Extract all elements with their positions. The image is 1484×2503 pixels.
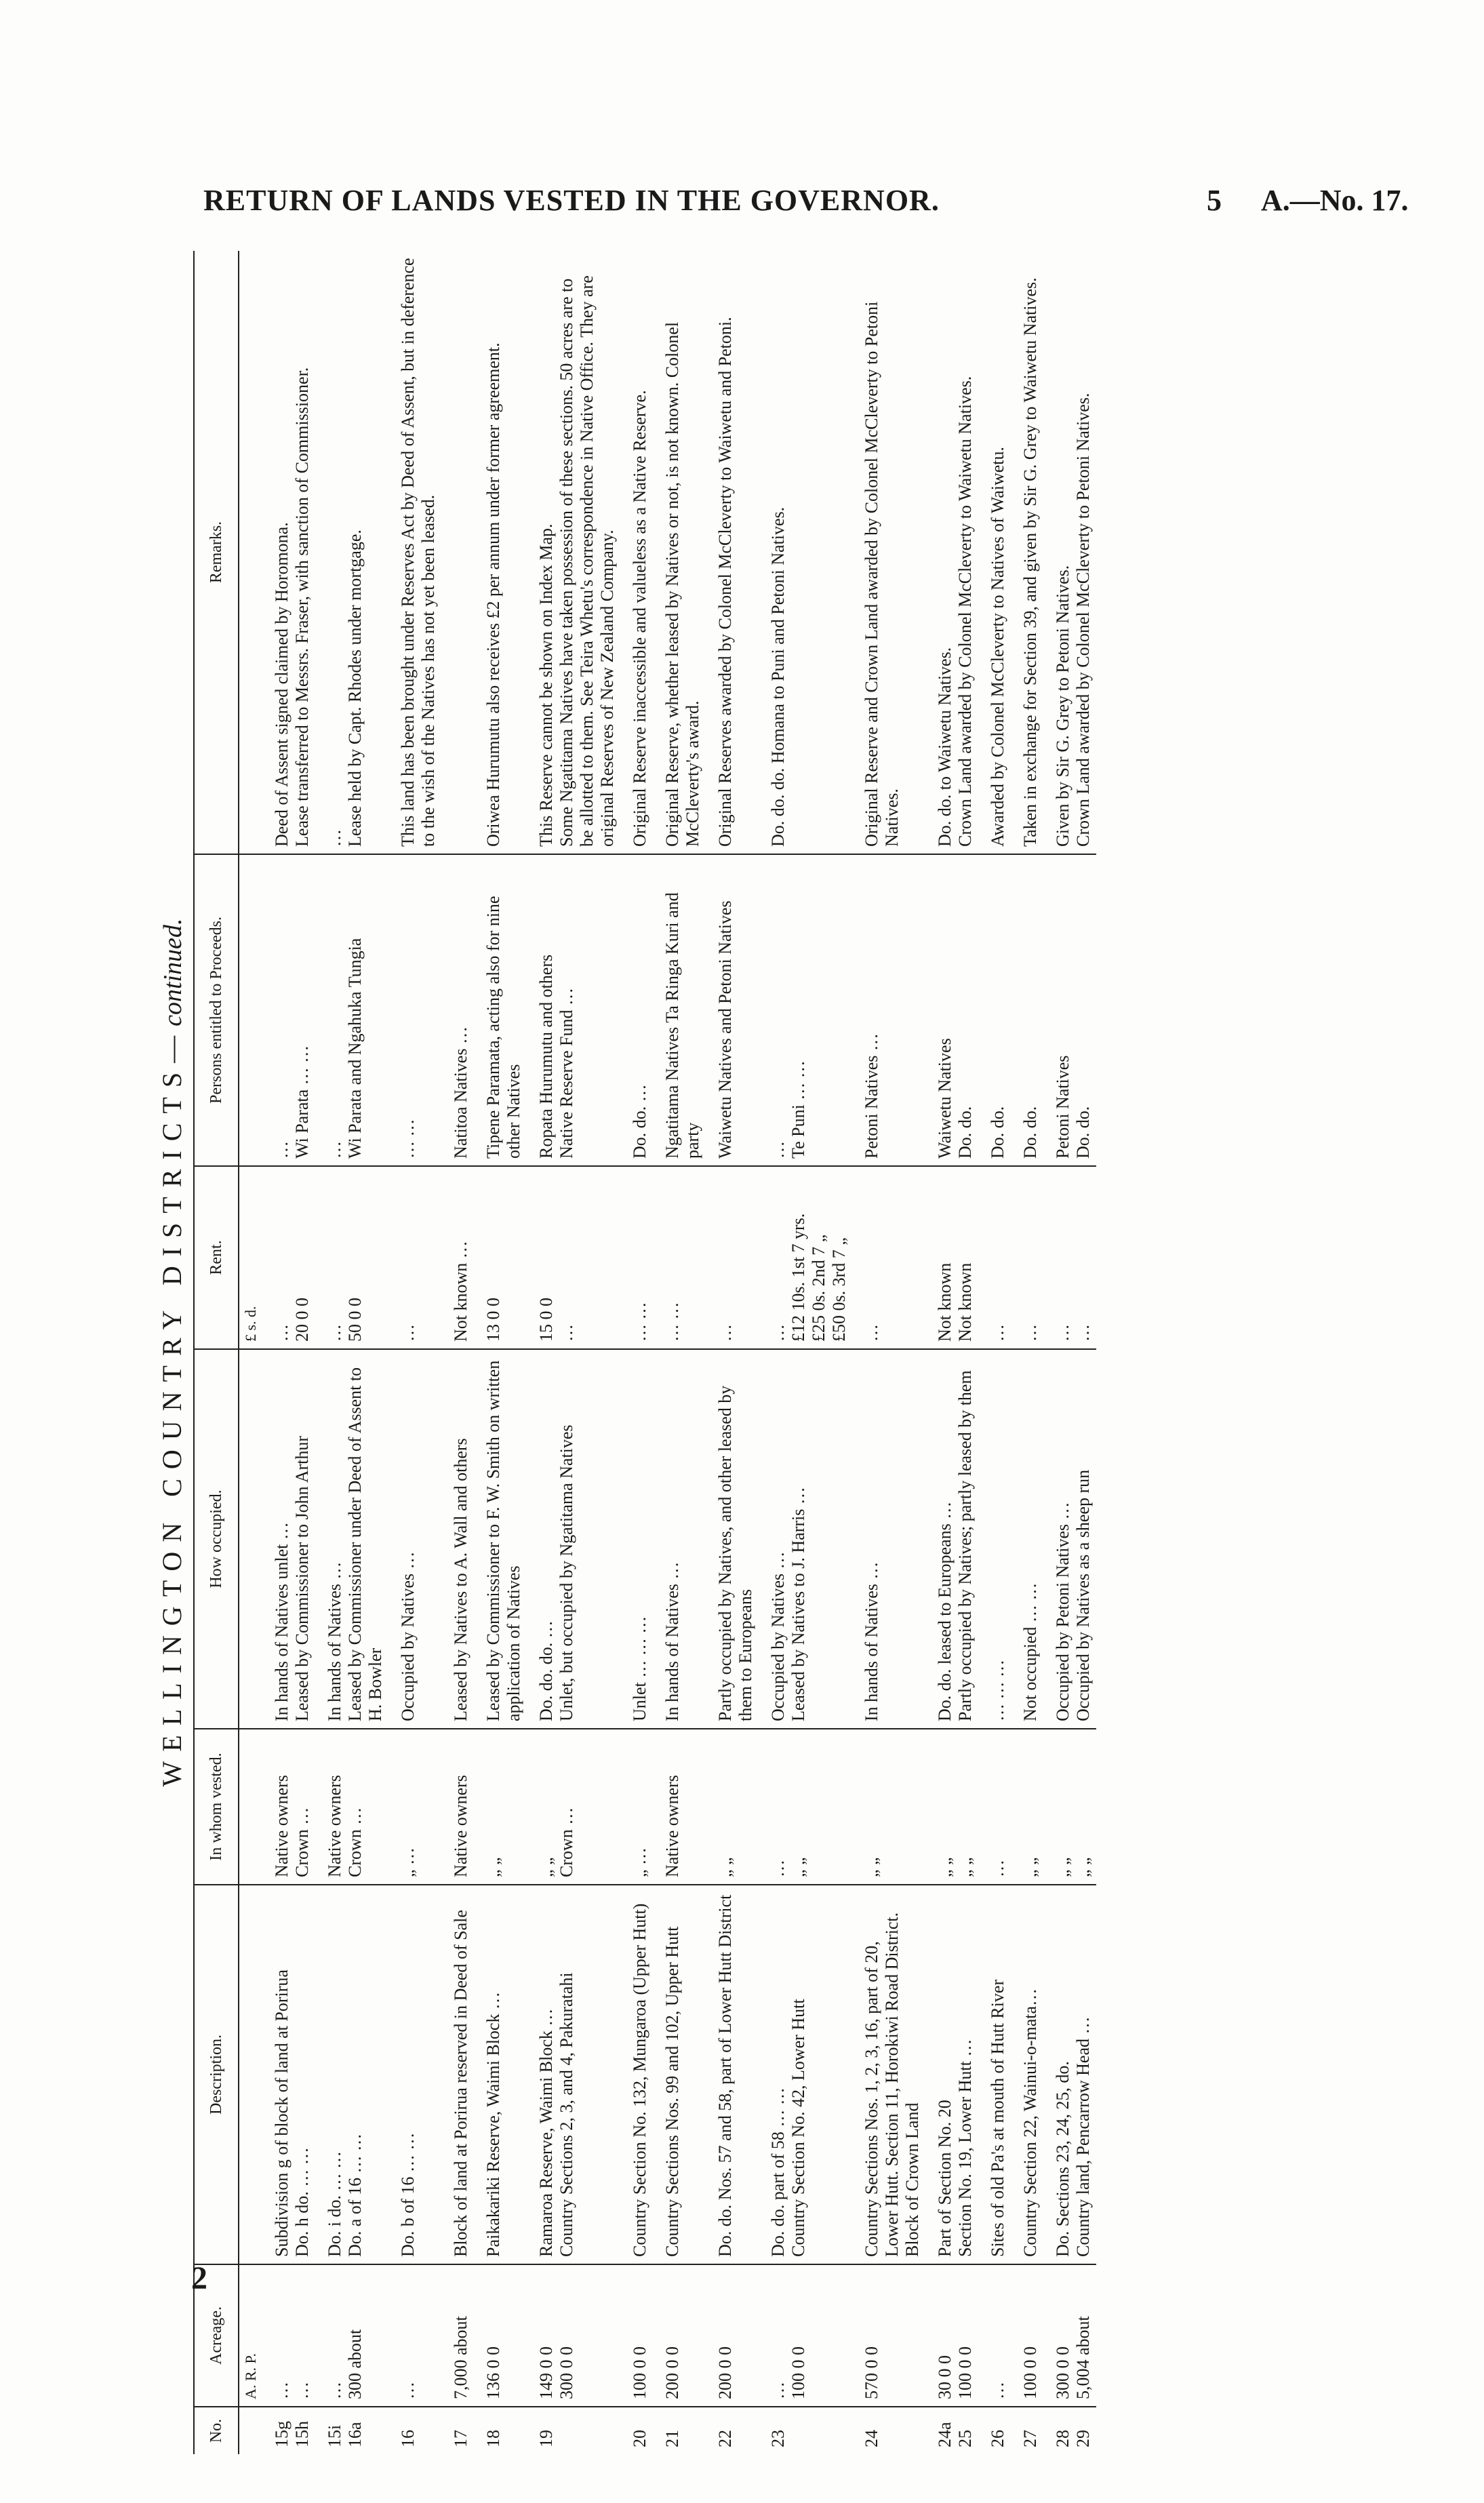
cell-remarks: This Reserve cannot be shown on Index Map. Some Ngatitama Natives have taken possession of these sections. 50 acres are to be allotted to them. See Teira Whetu's correspondence in Native Office. They are original Reserves of New Zealand Company.	[536, 275, 617, 847]
rent-units: £ s. d.	[239, 1166, 262, 1349]
cell-rent: …	[388, 1166, 441, 1349]
cell-persons: … …	[388, 854, 441, 1166]
col-header-persons: Persons entitled to Proceeds.	[194, 854, 239, 1166]
cell-no: 17	[441, 2407, 474, 2454]
cell-vested: „ „ Crown …	[527, 1729, 620, 1885]
cell-persons: Waiwetu Natives and Petoni Natives	[706, 854, 759, 1166]
cell-description: Do. Sections 23, 24, 25, do. Country land, Pencarrow Head …	[1043, 1885, 1096, 2264]
cell-persons: Do. do. …	[620, 854, 653, 1166]
cell-occupied: Partly occupied by Natives, and other leased by them to Europeans	[706, 1349, 759, 1729]
table-row	[441, 251, 474, 2454]
table-row	[653, 251, 706, 2454]
cell-rent: …	[852, 1166, 925, 1349]
cell-rent: … £12 10s. 1st 7 yrs. £25 0s. 2nd 7 „ £50 0s. 3rd 7 „	[759, 1166, 852, 1349]
cell-persons: … Wi Parata … …	[262, 854, 315, 1166]
cell-description: Country Section 22, Wainui-o-mata…	[1011, 1885, 1043, 2264]
cell-remarks: Awarded by Colonel McCleverty to Natives of Waiwetu.	[988, 446, 1007, 847]
cell-occupied: Occupied by Natives … Leased by Natives to J. Harris …	[759, 1349, 852, 1729]
cell-rent: … …	[1043, 1166, 1096, 1349]
cell-rent: … …	[653, 1166, 706, 1349]
cell-acreage: … …	[262, 2264, 315, 2407]
cell-vested: „ „	[852, 1729, 925, 1885]
table-row	[262, 251, 315, 2454]
cell-occupied: Unlet … … …	[620, 1349, 653, 1729]
cell-description: Do. do. part of 58 … … Country Section No. 42, Lower Hutt	[759, 1885, 852, 2264]
cell-acreage: … 300 about	[315, 2264, 388, 2407]
cell-description: Do. b of 16 … …	[388, 1885, 441, 2264]
table-row	[315, 251, 388, 2454]
cell-rent: … 20 0 0	[262, 1166, 315, 1349]
table-row	[1011, 251, 1043, 2454]
cell-occupied: Leased by Commissioner to F. W. Smith on written application of Natives	[474, 1349, 527, 1729]
cell-no: 28 29	[1043, 2407, 1096, 2454]
cell-vested: Native owners	[441, 1729, 474, 1885]
cell-acreage: 30 0 0 100 0 0	[925, 2264, 978, 2407]
table-row	[620, 251, 653, 2454]
cell-rent: 13 0 0	[474, 1166, 527, 1349]
cell-description: Country Sections Nos. 1, 2, 3, 16, part of 20, Lower Hutt. Section 11, Horokiwi Road District. Block of Crown Land	[852, 1885, 925, 2264]
acreage-units: A. R. P.	[239, 2264, 262, 2407]
table-row	[978, 251, 1011, 2454]
cell-occupied: Do. do. do. … Unlet, but occupied by Ngatitama Natives	[527, 1349, 620, 1729]
cell-occupied: Leased by Natives to A. Wall and others	[441, 1349, 474, 1729]
table-row	[706, 251, 759, 2454]
cell-acreage: 100 0 0	[620, 2264, 653, 2407]
cell-persons: Petoni Natives …	[852, 854, 925, 1166]
cell-acreage: …	[388, 2264, 441, 2407]
cell-remarks: Original Reserve and Crown Land awarded by Colonel McCleverty to Petoni Natives.	[862, 301, 902, 847]
cell-rent: …	[1011, 1166, 1043, 1349]
cell-description: Country Sections Nos. 99 and 102, Upper Hutt	[653, 1885, 706, 2264]
cell-acreage: 100 0 0	[1011, 2264, 1043, 2407]
cell-vested: „ „	[1011, 1729, 1043, 1885]
cell-remarks: Taken in exchange for Section 39, and given by Sir G. Grey to Waiwetu Natives.	[1020, 277, 1040, 847]
cell-vested: „ …	[620, 1729, 653, 1885]
cell-no: 20	[620, 2407, 653, 2454]
col-header-remarks: Remarks.	[194, 251, 239, 854]
cell-vested: „ „	[474, 1729, 527, 1885]
cell-no: 15i 16a	[315, 2407, 388, 2454]
cell-description: Paikakariki Reserve, Waimi Block …	[474, 1885, 527, 2264]
cell-description: Country Section No. 132, Mungaroa (Upper Hutt)	[620, 1885, 653, 2264]
cell-occupied: In hands of Natives … Leased by Commissioner under Deed of Assent to H. Bowler	[315, 1349, 388, 1729]
cell-rent: … …	[620, 1166, 653, 1349]
cell-rent: Not known Not known	[925, 1166, 978, 1349]
sheet-title-main: WELLINGTON COUNTRY DISTRICTS—	[157, 1026, 187, 1787]
cell-description: Ramaroa Reserve, Waimi Block … Country Sections 2, 3, and 4, Pakuratahi	[527, 1885, 620, 2264]
cell-remarks: Do. do. do. Homana to Puni and Petoni Natives.	[768, 506, 788, 847]
cell-remarks: … Lease held by Capt. Rhodes under mortgage.	[325, 529, 365, 847]
col-header-vested: In whom vested.	[194, 1729, 239, 1885]
cell-description: Part of Section No. 20 Section No. 19, Lower Hutt …	[925, 1885, 978, 2264]
col-header-description: Description.	[194, 1885, 239, 2264]
cell-remarks	[441, 251, 474, 854]
cell-rent: … 50 0 0	[315, 1166, 388, 1349]
cell-no: 22	[706, 2407, 759, 2454]
cell-remarks: Given by Sir G. Grey to Petoni Natives. Crown Land awarded by Colonel McCleverty to Petoni Natives.	[1053, 393, 1093, 847]
table-row	[527, 251, 620, 2454]
cell-acreage: …	[978, 2264, 1011, 2407]
cell-no: 18	[474, 2407, 527, 2454]
cell-acreage: 200 0 0	[706, 2264, 759, 2407]
sheet-title-suffix: continued.	[159, 918, 187, 1026]
page-mark: 2	[191, 2260, 207, 2296]
cell-acreage: 136 0 0	[474, 2264, 527, 2407]
lands-return-table	[193, 251, 1096, 2454]
rotated-table-block	[156, 251, 1254, 2454]
units-row	[239, 251, 262, 2454]
col-header-occupied: How occupied.	[194, 1349, 239, 1729]
cell-vested: … „ „	[759, 1729, 852, 1885]
cell-persons: Tipene Paramata, acting also for nine other Natives	[474, 854, 527, 1166]
cell-no: 26	[978, 2407, 1011, 2454]
cell-no: 24	[852, 2407, 925, 2454]
cell-remarks: Original Reserve inaccessible and valueless as a Native Reserve.	[630, 390, 649, 847]
cell-no: 23	[759, 2407, 852, 2454]
cell-persons: … Wi Parata and Ngahuka Tungia	[315, 854, 388, 1166]
cell-persons: Do. do.	[978, 854, 1011, 1166]
cell-acreage: 200 0 0	[653, 2264, 706, 2407]
cell-vested: „ …	[388, 1729, 441, 1885]
table-row	[852, 251, 925, 2454]
col-header-acreage: Acreage.	[194, 2264, 239, 2407]
cell-rent: 15 0 0 …	[527, 1166, 620, 1349]
cell-acreage: 7,000 about	[441, 2264, 474, 2407]
cell-description: Subdivision g of block of land at Porirua Do. h do. … …	[262, 1885, 315, 2264]
cell-persons: … Te Puni … …	[759, 854, 852, 1166]
cell-rent: Not known …	[441, 1166, 474, 1349]
cell-description: Do. do. Nos. 57 and 58, part of Lower Hutt District	[706, 1885, 759, 2264]
cell-persons: Natitoa Natives …	[441, 854, 474, 1166]
table-row	[1043, 251, 1096, 2454]
cell-acreage: 149 0 0 300 0 0	[527, 2264, 620, 2407]
page-title: RETURN OF LANDS VESTED IN THE GOVERNOR.	[203, 184, 940, 217]
cell-persons: Ropata Hurumutu and others Native Reserve Fund …	[527, 854, 620, 1166]
page-number: 5	[1207, 184, 1222, 217]
cell-persons: Ngatitama Natives Ta Ringa Kuri and party	[653, 854, 706, 1166]
cell-occupied: In hands of Natives …	[653, 1349, 706, 1729]
cell-acreage: … 100 0 0	[759, 2264, 852, 2407]
cell-description: Do. i do. … … Do. a of 16 … …	[315, 1885, 388, 2264]
cell-no: 19	[527, 2407, 620, 2454]
cell-no: 21	[653, 2407, 706, 2454]
cell-no: 15g 15h	[262, 2407, 315, 2454]
cell-vested: Native owners Crown …	[262, 1729, 315, 1885]
cell-vested: Native owners Crown …	[315, 1729, 388, 1885]
col-header-no: No.	[194, 2407, 239, 2454]
cell-remarks: This land has been brought under Reserves Act by Deed of Assent, but in deference to the wish of the Natives has not yet been leased.	[398, 258, 438, 847]
sheet-title	[156, 251, 190, 2454]
cell-remarks: Oriwea Hurumutu also receives £2 per annum under former agreement.	[483, 342, 503, 847]
cell-occupied: Occupied by Petoni Natives … Occupied by Natives as a sheep run	[1043, 1349, 1096, 1729]
cell-persons: Petoni Natives Do. do.	[1043, 854, 1096, 1166]
cell-remarks: Original Reserve, whether leased by Natives or not, is not known. Colonel McCleverty's award.	[662, 321, 702, 847]
cell-description: Sites of old Pa's at mouth of Hutt River	[978, 1885, 1011, 2264]
cell-occupied: Do. do. leased to Europeans … Partly occupied by Natives; partly leased by them	[925, 1349, 978, 1729]
cell-occupied: In hands of Natives unlet … Leased by Commissioner to John Arthur	[262, 1349, 315, 1729]
cell-vested: „ „ „ „	[925, 1729, 978, 1885]
cell-vested: „ „ „ „	[1043, 1729, 1096, 1885]
cell-vested: …	[978, 1729, 1011, 1885]
cell-no: 27	[1011, 2407, 1043, 2454]
cell-remarks: Deed of Assent signed claimed by Horomona. Lease transferred to Messrs. Fraser, with sanction of Commissioner.	[272, 367, 312, 847]
cell-no: 24a 25	[925, 2407, 978, 2454]
table-row	[388, 251, 441, 2454]
cell-description: Block of land at Porirua reserved in Deed of Sale	[441, 1885, 474, 2264]
col-header-rent: Rent.	[194, 1166, 239, 1349]
table-row	[925, 251, 978, 2454]
cell-no: 16	[388, 2407, 441, 2454]
cell-vested: Native owners	[653, 1729, 706, 1885]
cell-rent: …	[706, 1166, 759, 1349]
cell-occupied: Occupied by Natives …	[388, 1349, 441, 1729]
cell-persons: Do. do.	[1011, 854, 1043, 1166]
table-row	[474, 251, 527, 2454]
cell-acreage: 570 0 0	[852, 2264, 925, 2407]
cell-remarks: Original Reserves awarded by Colonel McCleverty to Waiwetu and Petoni.	[715, 317, 735, 847]
document-reference: A.—No. 17.	[1261, 184, 1409, 217]
cell-rent: …	[978, 1166, 1011, 1349]
cell-vested: „ „	[706, 1729, 759, 1885]
page-header	[203, 183, 1451, 224]
table-header-row	[194, 251, 239, 2454]
cell-persons: Waiwetu Natives Do. do.	[925, 854, 978, 1166]
cell-remarks: Do. do. to Waiwetu Natives. Crown Land awarded by Colonel McCleverty to Waiwetu Natives.	[935, 376, 975, 847]
cell-occupied: In hands of Natives …	[852, 1349, 925, 1729]
cell-occupied: … … …	[978, 1349, 1011, 1729]
cell-acreage: 300 0 0 5,004 about	[1043, 2264, 1096, 2407]
table-row	[759, 251, 852, 2454]
cell-occupied: Not occupied … …	[1011, 1349, 1043, 1729]
